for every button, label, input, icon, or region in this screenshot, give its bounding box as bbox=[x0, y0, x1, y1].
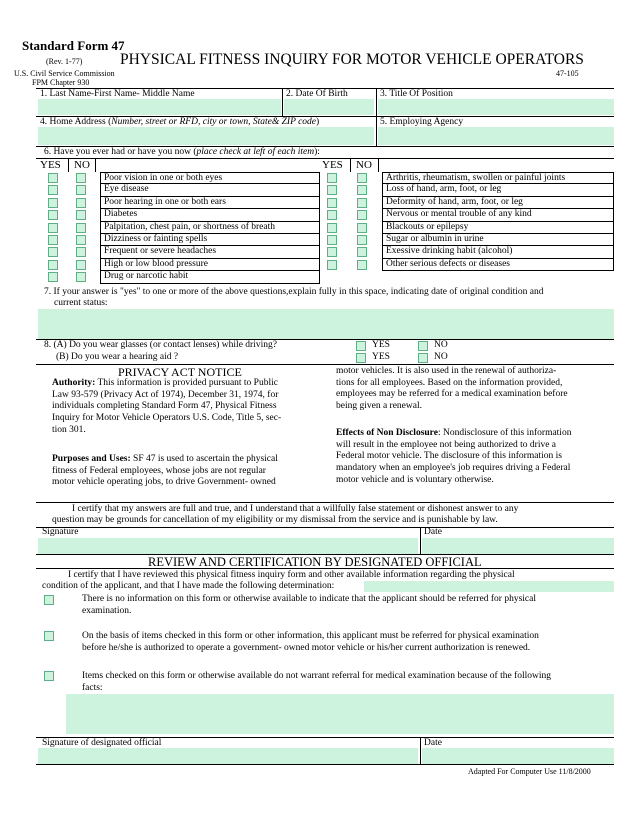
question-7-line1: 7. If your answer is "yes" to one or more of the above questions,explain fully in this space, indicating date of original condition and bbox=[44, 287, 544, 297]
condition-yes-checkbox[interactable] bbox=[48, 173, 58, 183]
no-header-right: NO bbox=[356, 159, 372, 171]
review-title: REVIEW AND CERTIFICATION BY DESIGNATED OFFICIAL bbox=[148, 555, 482, 569]
condition-yes-checkbox[interactable] bbox=[327, 173, 337, 183]
determination-option-1: There is no information on this form or otherwise available to indicate that the applicant should be referred for physical examination. bbox=[82, 594, 537, 616]
determination-facts-field[interactable] bbox=[66, 694, 614, 734]
condition-no-checkbox[interactable] bbox=[76, 260, 86, 270]
question-7-explanation[interactable] bbox=[38, 309, 614, 339]
agency-label: 5. Employing Agency bbox=[380, 117, 464, 127]
condition-yes-checkbox[interactable] bbox=[327, 185, 337, 195]
review-line1: I certify that I have reviewed this physical fitness inquiry form and other available information regarding the physical bbox=[68, 570, 515, 580]
condition-item: Arthritis, rheumatism, swollen or painful joints bbox=[382, 172, 614, 184]
determination-option-3: Items checked on this form or otherwise available do not warrant referral for medical examination because of the following facts: bbox=[82, 671, 552, 693]
yes-header-right: YES bbox=[322, 159, 343, 171]
review-line2: condition of the applicant, and that I have made the following determination: bbox=[42, 581, 335, 591]
footer-note: Adapted For Computer Use 11/8/2000 bbox=[468, 767, 591, 776]
condition-yes-checkbox[interactable] bbox=[48, 223, 58, 233]
condition-item: Sugar or albumin in urine bbox=[382, 234, 614, 246]
determination-option-1-checkbox[interactable] bbox=[44, 595, 54, 605]
condition-item: Poor vision in one or both eyes bbox=[100, 172, 320, 184]
condition-item: Deformity of hand, arm, foot, or leg bbox=[382, 197, 614, 209]
condition-yes-checkbox[interactable] bbox=[327, 198, 337, 208]
question-7-line2: current status: bbox=[54, 298, 108, 308]
revision: (Rev. 1-77) bbox=[46, 57, 83, 66]
dob-field[interactable] bbox=[284, 99, 374, 115]
no-header-left: NO bbox=[74, 159, 90, 171]
date-field[interactable] bbox=[422, 538, 614, 554]
determination-option-2: On the basis of items checked in this form or other information, this applicant must be referred for physical examination before he/she is authorized to operate a government- owned motor vehicle or his/her current authorization is renewed. bbox=[82, 631, 539, 653]
condition-yes-checkbox[interactable] bbox=[48, 235, 58, 245]
condition-no-checkbox[interactable] bbox=[76, 185, 86, 195]
q8a-yes-label: YES bbox=[372, 340, 390, 350]
signature-field[interactable] bbox=[38, 538, 418, 554]
official-signature-label: Signature of designated official bbox=[42, 738, 162, 748]
date-label: Date bbox=[424, 527, 442, 537]
condition-item: High or low blood pressure bbox=[100, 259, 320, 271]
condition-no-checkbox[interactable] bbox=[357, 198, 367, 208]
condition-item: Palpitation, chest pain, or shortness of breath bbox=[100, 222, 320, 234]
condition-item: Other serious defects or diseases bbox=[382, 259, 614, 271]
official-date-label: Date bbox=[424, 738, 442, 748]
fpm-chapter: FPM Chapter 930 bbox=[32, 78, 90, 87]
condition-yes-checkbox[interactable] bbox=[327, 260, 337, 270]
determination-option-2-checkbox[interactable] bbox=[44, 631, 54, 641]
form-name: Standard Form 47 bbox=[22, 38, 125, 53]
condition-no-checkbox[interactable] bbox=[357, 223, 367, 233]
condition-no-checkbox[interactable] bbox=[76, 198, 86, 208]
privacy-title: PRIVACY ACT NOTICE bbox=[118, 365, 242, 379]
yes-header-left: YES bbox=[40, 159, 61, 171]
question-6-prompt: 6. Have you ever had or have you now (place check at left of each item): bbox=[44, 147, 320, 157]
address-label: 4. Home Address (Number, street or RFD, city or town, State& ZIP code) bbox=[40, 117, 320, 127]
form-code: 47-105 bbox=[556, 69, 579, 78]
certify-line1: I certify that my answers are full and true, and I understand that a willfully false statement or dishonest answer to any bbox=[72, 504, 519, 514]
condition-no-checkbox[interactable] bbox=[357, 210, 367, 220]
condition-no-checkbox[interactable] bbox=[76, 173, 86, 183]
privacy-purposes: Purposes and Uses: SF 47 is used to ascertain the physical fitness of Federal employees, whose jobs are not regular motor vehicle operating jobs, to drive Government- owned bbox=[52, 454, 278, 488]
dob-label: 2. Date Of Birth bbox=[286, 89, 348, 99]
signature-label: Signature bbox=[42, 527, 79, 537]
privacy-authority: Authority: This information is provided pursuant to Public Law 93-579 (Privacy Act of 1974), December 31, 1974, for individuals completing Standard Form 47, Physical Fitness Inquiry for Motor Vehicle Operators U.S. Code, Title 5, sec- tion 301. bbox=[52, 378, 282, 435]
review-highlight bbox=[364, 581, 614, 592]
condition-no-checkbox[interactable] bbox=[76, 223, 86, 233]
condition-yes-checkbox[interactable] bbox=[48, 185, 58, 195]
condition-yes-checkbox[interactable] bbox=[327, 247, 337, 257]
q8a-no-label: NO bbox=[434, 340, 448, 350]
condition-yes-checkbox[interactable] bbox=[48, 260, 58, 270]
condition-item: Poor hearing in one or both ears bbox=[100, 197, 320, 209]
q8b-yes-checkbox[interactable] bbox=[356, 353, 366, 363]
question-8a: 8. (A) Do you wear glasses (or contact lenses) while driving? bbox=[44, 340, 277, 350]
q8b-no-label: NO bbox=[434, 352, 448, 362]
q8a-no-checkbox[interactable] bbox=[418, 341, 428, 351]
condition-item: Blackouts or epilepsy bbox=[382, 222, 614, 234]
condition-no-checkbox[interactable] bbox=[76, 247, 86, 257]
condition-item: Drug or narcotic habit bbox=[100, 271, 320, 283]
official-signature-field[interactable] bbox=[38, 748, 418, 764]
determination-option-3-checkbox[interactable] bbox=[44, 671, 54, 681]
condition-item: Loss of hand, arm, foot, or leg bbox=[382, 184, 614, 196]
condition-no-checkbox[interactable] bbox=[357, 260, 367, 270]
agency-name: U.S. Civil Service Commission bbox=[14, 69, 115, 78]
condition-no-checkbox[interactable] bbox=[76, 210, 86, 220]
condition-yes-checkbox[interactable] bbox=[48, 198, 58, 208]
condition-no-checkbox[interactable] bbox=[76, 272, 86, 282]
address-field[interactable] bbox=[38, 127, 374, 145]
q8b-no-checkbox[interactable] bbox=[418, 353, 428, 363]
condition-no-checkbox[interactable] bbox=[357, 235, 367, 245]
name-field[interactable] bbox=[38, 99, 281, 115]
privacy-uses-continued: motor vehicles. It is also used in the renewal of authoriza- tions for all employees. Based on the information provided, employees may be referred for a medical examination before being given a renewal. bbox=[336, 366, 568, 412]
name-label: 1. Last Name-First Name- Middle Name bbox=[40, 89, 195, 99]
condition-yes-checkbox[interactable] bbox=[327, 235, 337, 245]
certify-line2: question may be grounds for cancellation of my eligibility or my dismissal from the service and is punishable by law. bbox=[52, 515, 498, 525]
agency-field[interactable] bbox=[378, 127, 614, 145]
condition-yes-checkbox[interactable] bbox=[327, 223, 337, 233]
official-date-field[interactable] bbox=[422, 748, 614, 764]
condition-yes-checkbox[interactable] bbox=[48, 247, 58, 257]
condition-no-checkbox[interactable] bbox=[357, 185, 367, 195]
condition-yes-checkbox[interactable] bbox=[327, 210, 337, 220]
privacy-disclosure: Effects of Non Disclosure: Nondisclosure of this information will result in the employee not being authorized to drive a Federal motor vehicle. The disclosure of this information is mandatory when an employee's job requires driving a Federal motor vehicle and is voluntary otherwise. bbox=[336, 428, 572, 485]
position-field[interactable] bbox=[378, 99, 614, 115]
condition-yes-checkbox[interactable] bbox=[48, 272, 58, 282]
condition-item: Dizziness or fainting spells bbox=[100, 234, 320, 246]
condition-item: Exessive drinking habit (alcohol) bbox=[382, 246, 614, 258]
q8b-yes-label: YES bbox=[372, 352, 390, 362]
question-8b: (B) Do you wear a hearing aid ? bbox=[56, 352, 179, 362]
q8a-yes-checkbox[interactable] bbox=[356, 341, 366, 351]
condition-yes-checkbox[interactable] bbox=[48, 210, 58, 220]
condition-no-checkbox[interactable] bbox=[357, 173, 367, 183]
condition-no-checkbox[interactable] bbox=[357, 247, 367, 257]
condition-item: Frequent or severe headaches bbox=[100, 246, 320, 258]
condition-no-checkbox[interactable] bbox=[76, 235, 86, 245]
condition-item: Eye disease bbox=[100, 184, 320, 196]
condition-item: Nervous or mental trouble of any kind bbox=[382, 209, 614, 221]
position-label: 3. Title Of Position bbox=[380, 89, 453, 99]
condition-item: Diabetes bbox=[100, 209, 320, 221]
form-title: PHYSICAL FITNESS INQUIRY FOR MOTOR VEHICLE OPERATORS bbox=[120, 51, 584, 68]
